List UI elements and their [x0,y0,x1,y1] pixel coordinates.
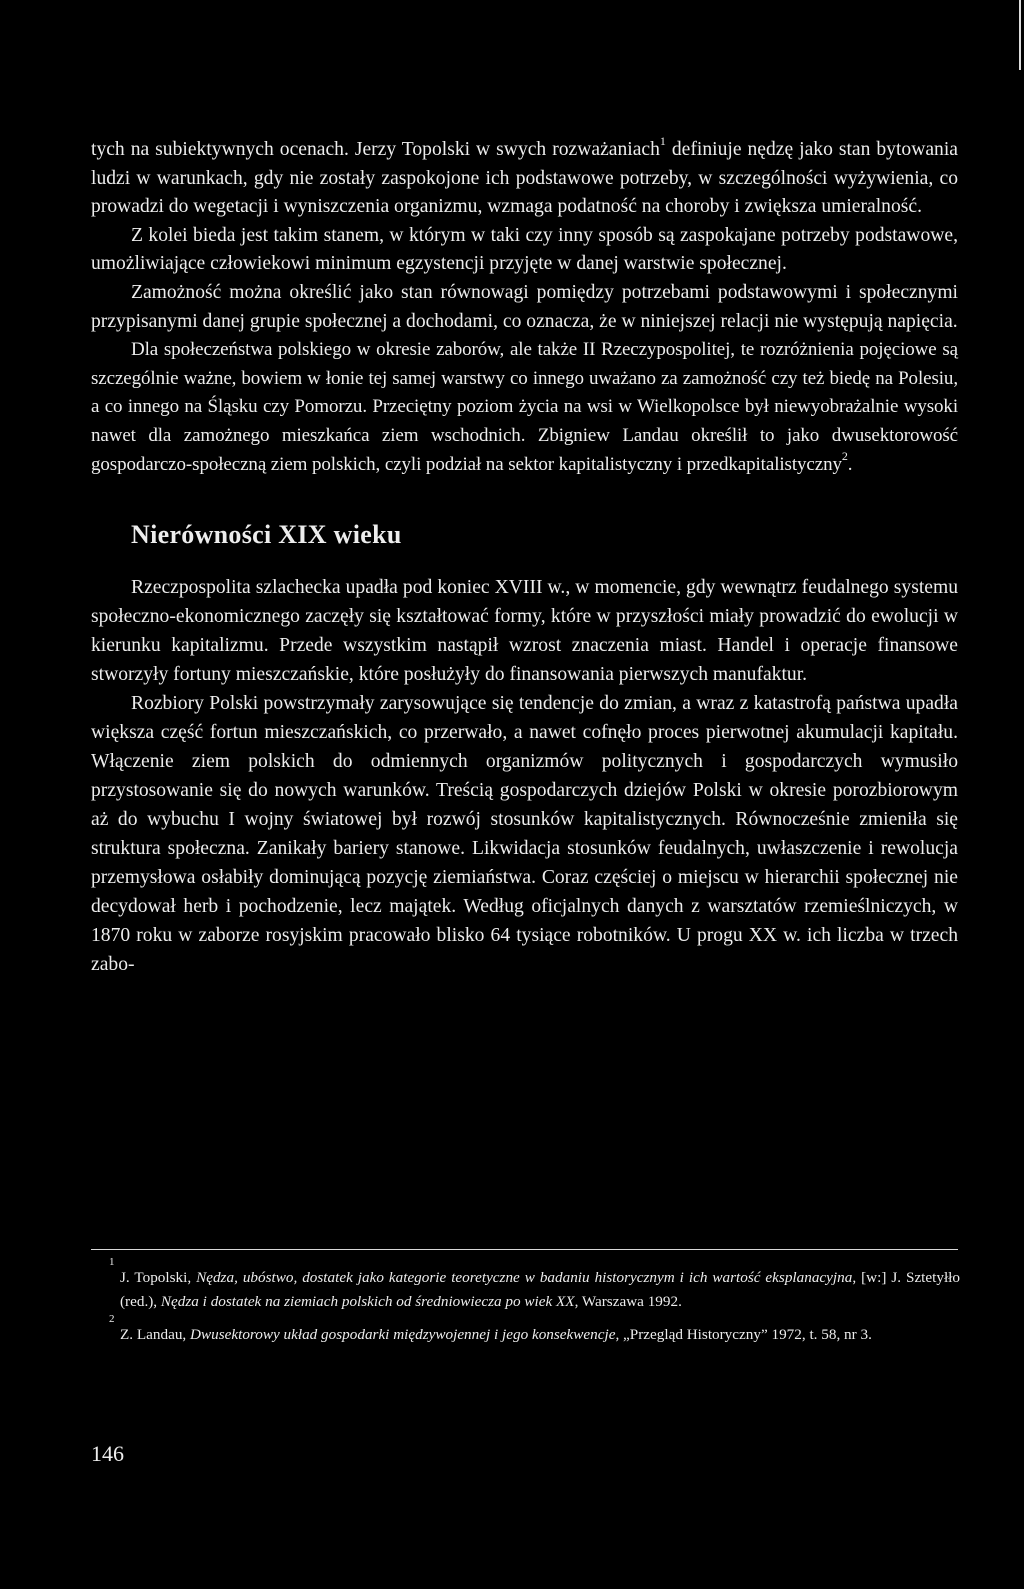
section-body [91,573,958,979]
footnote-title: Nędza i dostatek na ziemiach polskich od średniowiecza po wiek XX [160,1293,575,1310]
page-number: 146 [91,1441,124,1466]
paragraph-text: definiuje nędzę jako stan bytowania ludzi w warunkach, gdy nie zostały zaspokojone ich podstawowe potrzeby, w szczególności wyżywienia, co prowadzi do wegetacji i wyniszczenia organizmu, wzmaga podatność na choroby i zwiększa umieralność. [91,139,958,218]
section-heading: Nierówności XIX wieku [131,520,402,550]
paragraph-text: . [847,453,853,475]
page-body [91,136,958,979]
footnote-ref-1[interactable]: 1 [659,134,666,149]
footnote-title: Nędza, ubóstwo, dostatek jako kategorie teoretyczne w badaniu historycznym i ich wartość eksplanacyjna [196,1269,853,1286]
footnote-ref-2[interactable]: 2 [841,449,848,464]
footnote-divider [91,1249,958,1250]
footnotes [109,1256,960,1356]
paragraph-partitions-society [91,336,958,479]
footnote-text: Z. Landau, [120,1326,191,1343]
footnote-text: J. Topolski, [120,1269,197,1286]
paragraph-text: Dla społeczeństwa polskiego w okresie zaborów, ale także II Rzeczypospolitej, te rozróżnienia pojęciowe są szczególnie ważne, bowiem w łonie tej samej warstwy co innego uważano za zamożność czy też biedę na Polesiu, a co innego na Śląsku czy Pomorzu. Przeciętny poziom życia na wsi w Wielkopolsce był niewyobrażalnie wysoki nawet dla zamożnego mieszkańca ziem wschodnich. Zbigniew Landau określił to jako dwusektorowość gospodarczo-społeczną ziem polskich, czyli podział na sektor kapitalistyczny i przedkapitalistyczny [91,339,958,475]
paragraph-rozbiory: Rozbiory Polski powstrzymały zarysowujące się tendencje do zmian, a wraz z katastrofą państwa upadła większa część fortun mieszczańskich, co przerwało, a nawet cofnęło proces pierwotnej akumulacji kapitału. Włączenie ziem polskich do odmiennych organizmów politycznych i gospodarczych wymusiło przystosowanie się do nowych warunków. Treścią gospodarczych dziejów Polski w okresie porozbiorowym aż do wybuchu I wojny światowej był rozwój stosunków kapitalistycznych. Równocześnie zmieniła się struktura społeczna. Zanikały bariery stanowe. Likwidacja stosunków feudalnych, uwłaszczenie i rewolucja przemysłowa osłabiły dominującą pozycję ziemiaństwa. Coraz częściej o miejscu w hierarchii społecznej nie decydował herb i pochodzenie, lecz majątek. Według oficjalnych danych z warsztatów rzemieślniczych, w 1870 roku w zaborze rosyjskim pracowało blisko 64 tysiące robotników. U progu XX w. ich liczba w trzech zabo- [91,693,958,976]
footnote-title: Dwusektorowy układ gospodarki międzywojennej i jego konsekwencje [190,1326,616,1343]
paragraph-poverty-definition [91,136,958,222]
footnote-text: , Warszawa 1992. [574,1293,682,1310]
footnote-2: 2 Z. Landau, Dwusektorowy układ gospodarki międzywojennej i jego konsekwencje, „Przegląd Historyczny” 1972, t. 58, nr 3. [109,1313,872,1343]
footnote-text: , „Przegląd Historyczny” 1972, t. 58, nr 3. [615,1326,872,1343]
footnote-text: , [w:] J. Sztetyłło (red.), [120,1269,960,1310]
paragraph-rzeczpospolita: Rzeczpospolita szlachecka upadła pod koniec XVIII w., w momencie, gdy wewnątrz feudalnego systemu społeczno-ekonomicznego zaczęły się kształtować formy, które w przyszłości miały prowadzić do ewolucji w kierunku kapitalizmu. Przede wszystkim nastąpił wzrost znaczenia miast. Handel i operacje finansowe stworzyły fortuny mieszczańskie, które posłużyły do finansowania pierwszych manufaktur. [91,577,958,686]
footnote-1: 1 J. Topolski, Nędza, ubóstwo, dostatek jako kategorie teoretyczne w badaniu historycznym i ich wartość eksplanacyjna, [w:] J. Sztetyłło (red.), Nędza i dostatek na ziemiach polskich od średniowiecza po wiek XX, Warszawa 1992. [109,1256,960,1310]
paragraph-zamoznosc: Zamożność można określić jako stan równowagi pomiędzy potrzebami podstawowymi i społecznymi przypisanymi danej grupie społecznej a dochodami, co oznacza, że w niniejszej relacji nie występują napięcia. [91,281,958,332]
paragraph-text: tych na subiektywnych ocenach. Jerzy Topolski w swych rozważaniach [91,139,660,160]
paragraph-bieda: Z kolei bieda jest takim stanem, w którym w taki czy inny sposób są zaspokajane potrzeby podstawowe, umożliwiające człowiekowi minimum egzystencji przyjęte w danej warstwie społecznej. [91,224,958,275]
scan-edge-mark [1019,0,1021,70]
